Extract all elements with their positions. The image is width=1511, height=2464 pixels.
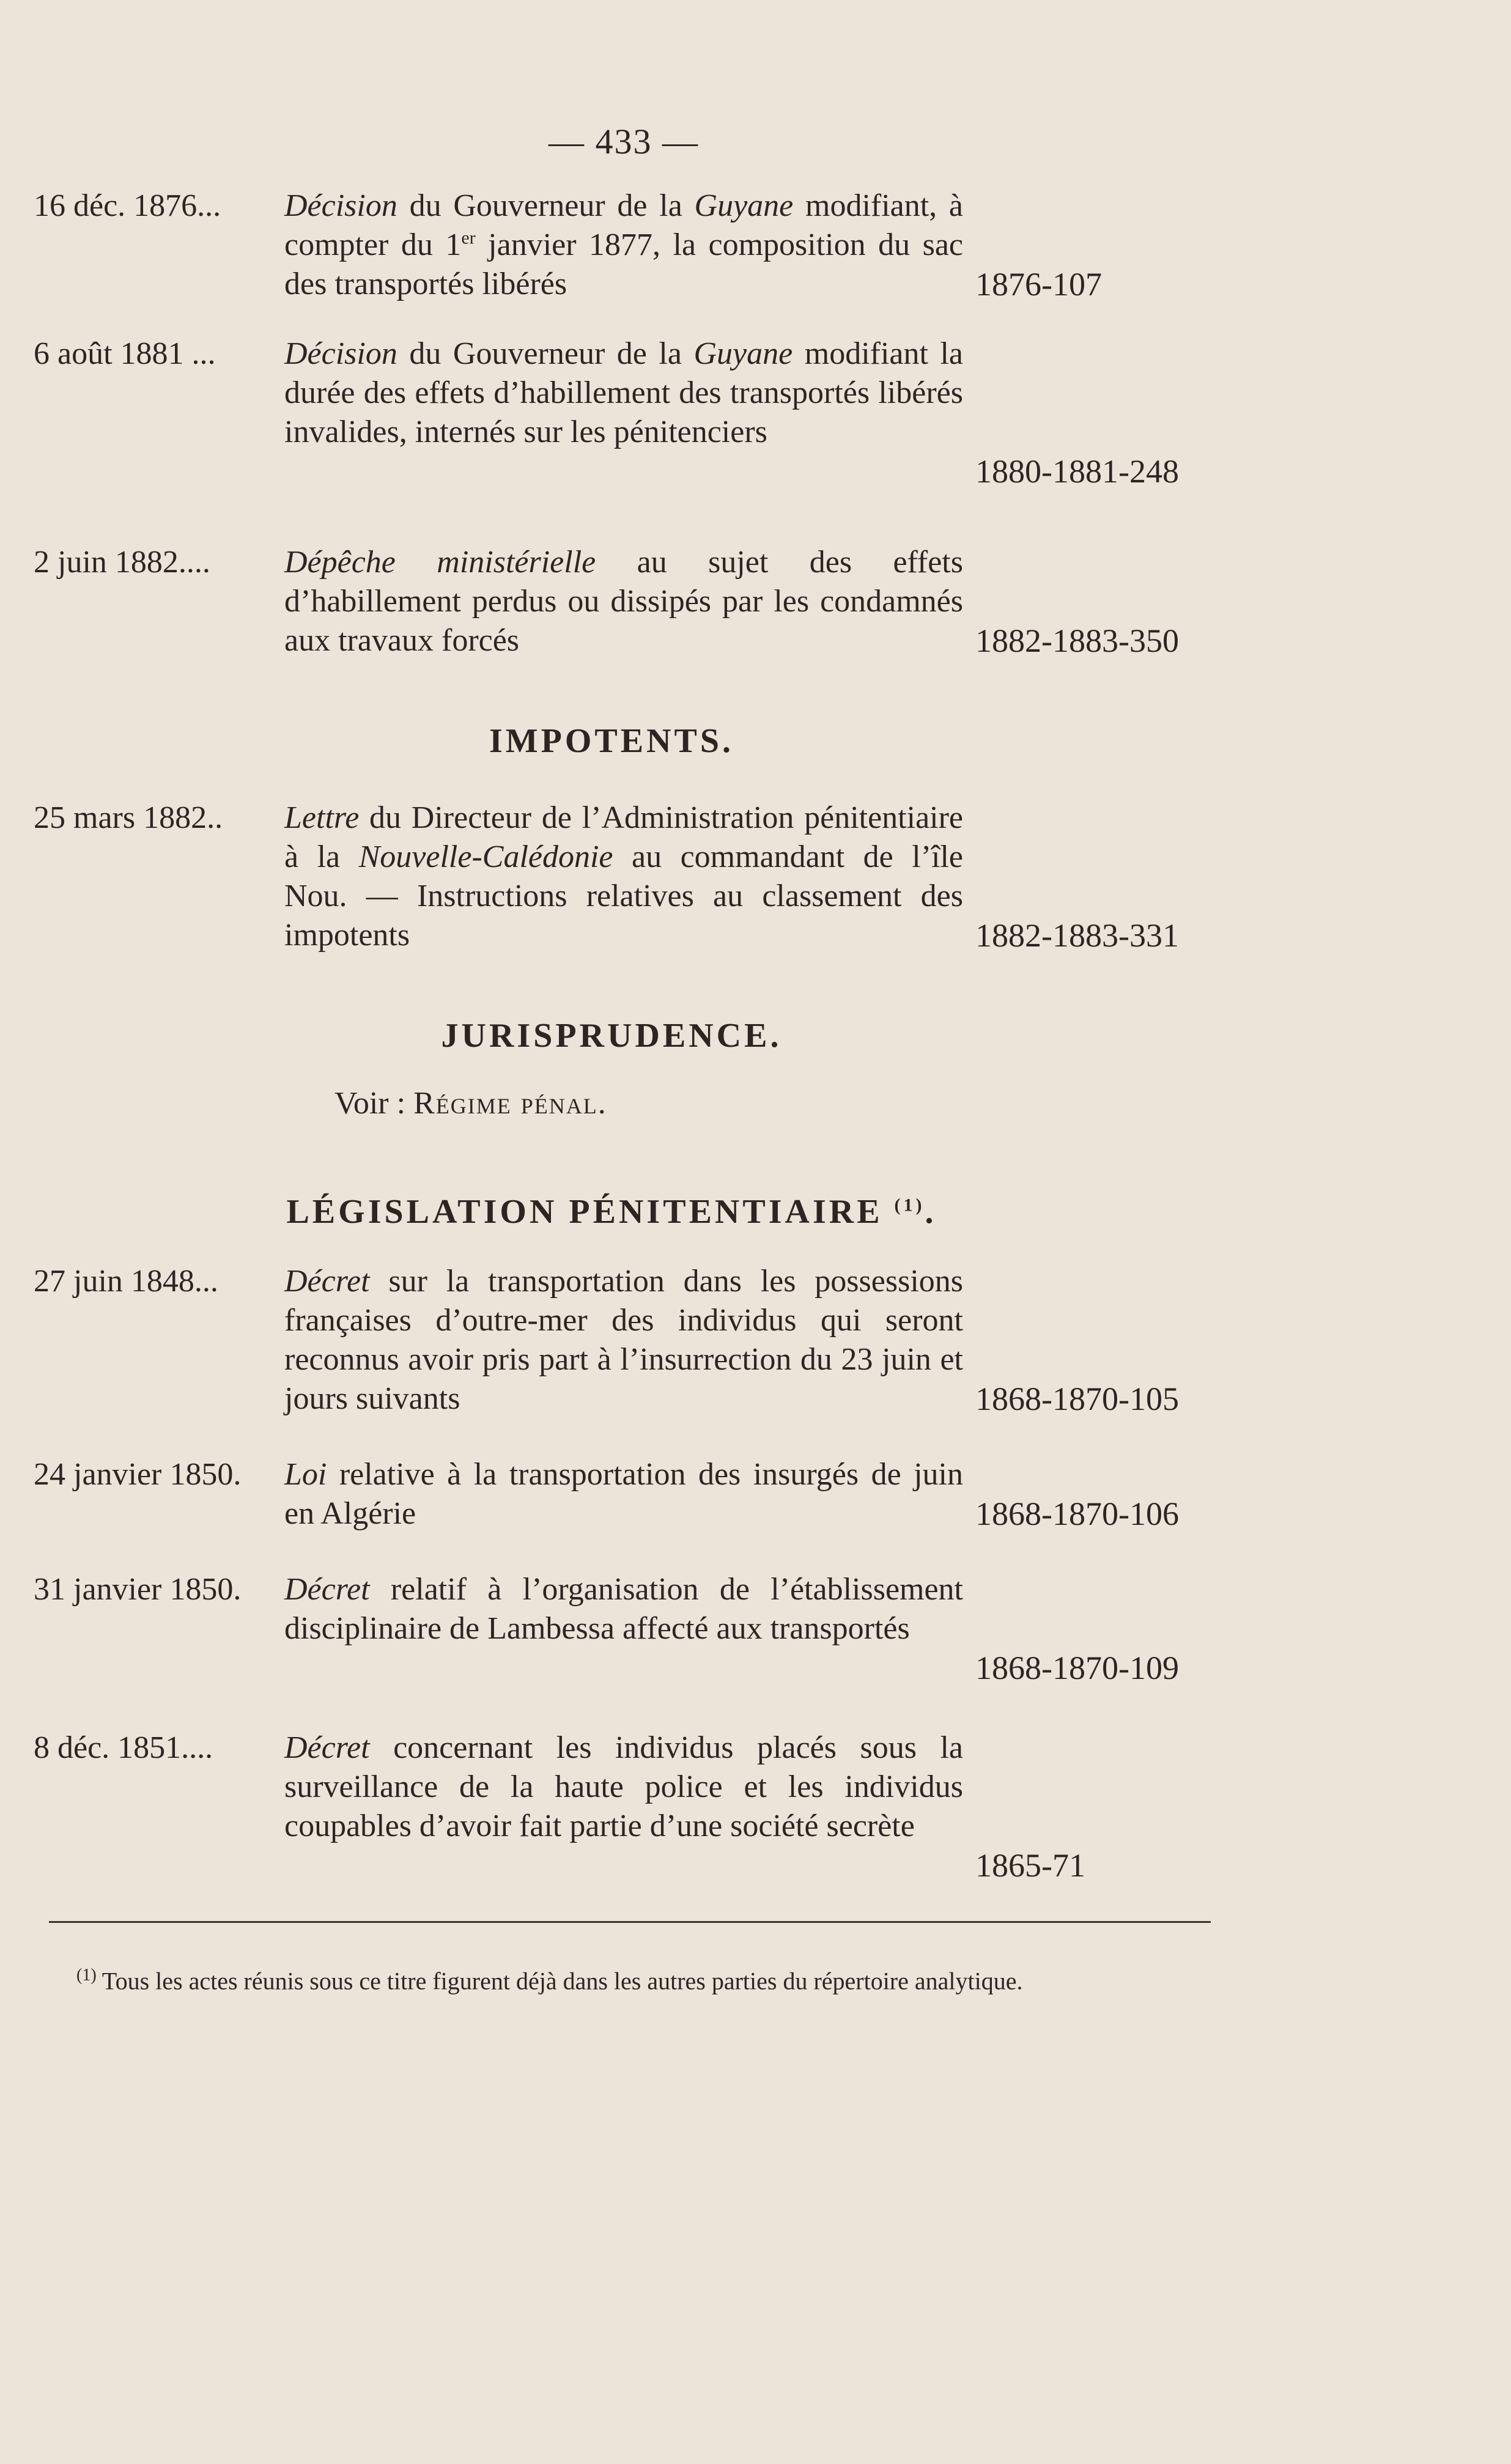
- entry-description: Décision du Gouverneur de la Guyane modifiant la durée des effets d’habillement des transportés libérés invalides, internés sur les pénitenciers: [284, 336, 964, 449]
- entry-date: 27 juin 1848...: [34, 1264, 218, 1299]
- entry-lead: Décision: [284, 188, 397, 223]
- entry-lead: Décret: [284, 1572, 370, 1607]
- section-title-legislation: LÉGISLATION PÉNITENTIAIRE $^{(1)}$.: [286, 1193, 937, 1231]
- entry-reference: 1868-1870-106: [975, 1496, 1179, 1532]
- entry-reference: 1882-1883-331: [975, 917, 1179, 954]
- entry-lead: Loi: [284, 1457, 327, 1492]
- entry-date: 6 août 1881 ...: [34, 336, 216, 371]
- footnote-marker: (1): [76, 1966, 97, 1985]
- entry-description: Décision du Gouverneur de la Guyane modifiant, à compter du 1er janvier 1877, la composition du sac des transportés libérés: [284, 188, 964, 301]
- entry-reference: 1876-107: [975, 266, 1102, 303]
- entry-description: Décret relatif à l’organisation de l’établissement disciplinaire de Lambessa affecté aux transportés: [284, 1572, 963, 1646]
- entry-date: 2 juin 1882....: [34, 545, 210, 580]
- footnote: $^{(1)}$ Tous les actes réunis sous ce titre figurent déjà dans les autres parties du répertoire analytique.: [76, 1966, 1023, 1995]
- section-title-jurisprudence: JURISPRUDENCE.: [441, 1017, 782, 1055]
- footnote-divider: [49, 1921, 1211, 1923]
- entry-description: Dépêche ministérielle au sujet des effets d’habillement perdus ou dissipés par les condamnés aux travaux forcés: [284, 545, 963, 658]
- entry-lead: Décision: [284, 336, 397, 371]
- section-title-impotents: IMPOTENTS.: [489, 722, 734, 760]
- entry-description: Décret sur la transportation dans les possessions françaises d’outre-mer des individus qui seront reconnus avoir pris part à l’insurrection du 23 juin et jours suivants: [284, 1264, 963, 1416]
- entry-date: 25 mars 1882..: [34, 800, 223, 835]
- entry-date: 8 déc. 1851....: [34, 1730, 213, 1765]
- entry-date: 31 janvier 1850.: [34, 1572, 242, 1607]
- entry-description: Décret concernant les individus placés sous la surveillance de la haute police et les individus coupables d’avoir fait partie d’une société secrète: [284, 1730, 963, 1843]
- entry-lead: Décret: [284, 1730, 370, 1765]
- entry-date: 24 janvier 1850.: [34, 1457, 242, 1492]
- entry-reference: 1868-1870-105: [975, 1381, 1179, 1417]
- entry-reference: 1880-1881-248: [975, 453, 1179, 490]
- entry-reference: 1865-71: [975, 1847, 1085, 1884]
- footnote-marker: (1): [894, 1195, 925, 1215]
- entry-reference: 1882-1883-350: [975, 622, 1179, 659]
- page-number: — 433 —: [549, 122, 699, 161]
- entry-lead: Lettre: [284, 800, 360, 835]
- entry-reference: 1868-1870-109: [975, 1650, 1179, 1686]
- see-also-reference: Voir : Régime pénal.: [334, 1086, 607, 1121]
- entry-lead: Dépêche ministérielle: [284, 545, 596, 580]
- entry-description: Lettre du Directeur de l’Administration pénitentiaire à la Nouvelle-Calédonie au commandant de l’île Nou. — Instructions relatives au classement des impotents: [284, 800, 964, 953]
- entry-description: Loi relative à la transportation des insurgés de juin en Algérie: [284, 1457, 963, 1531]
- entry-lead: Décret: [284, 1264, 370, 1299]
- entry-date: 16 déc. 1876...: [34, 188, 221, 223]
